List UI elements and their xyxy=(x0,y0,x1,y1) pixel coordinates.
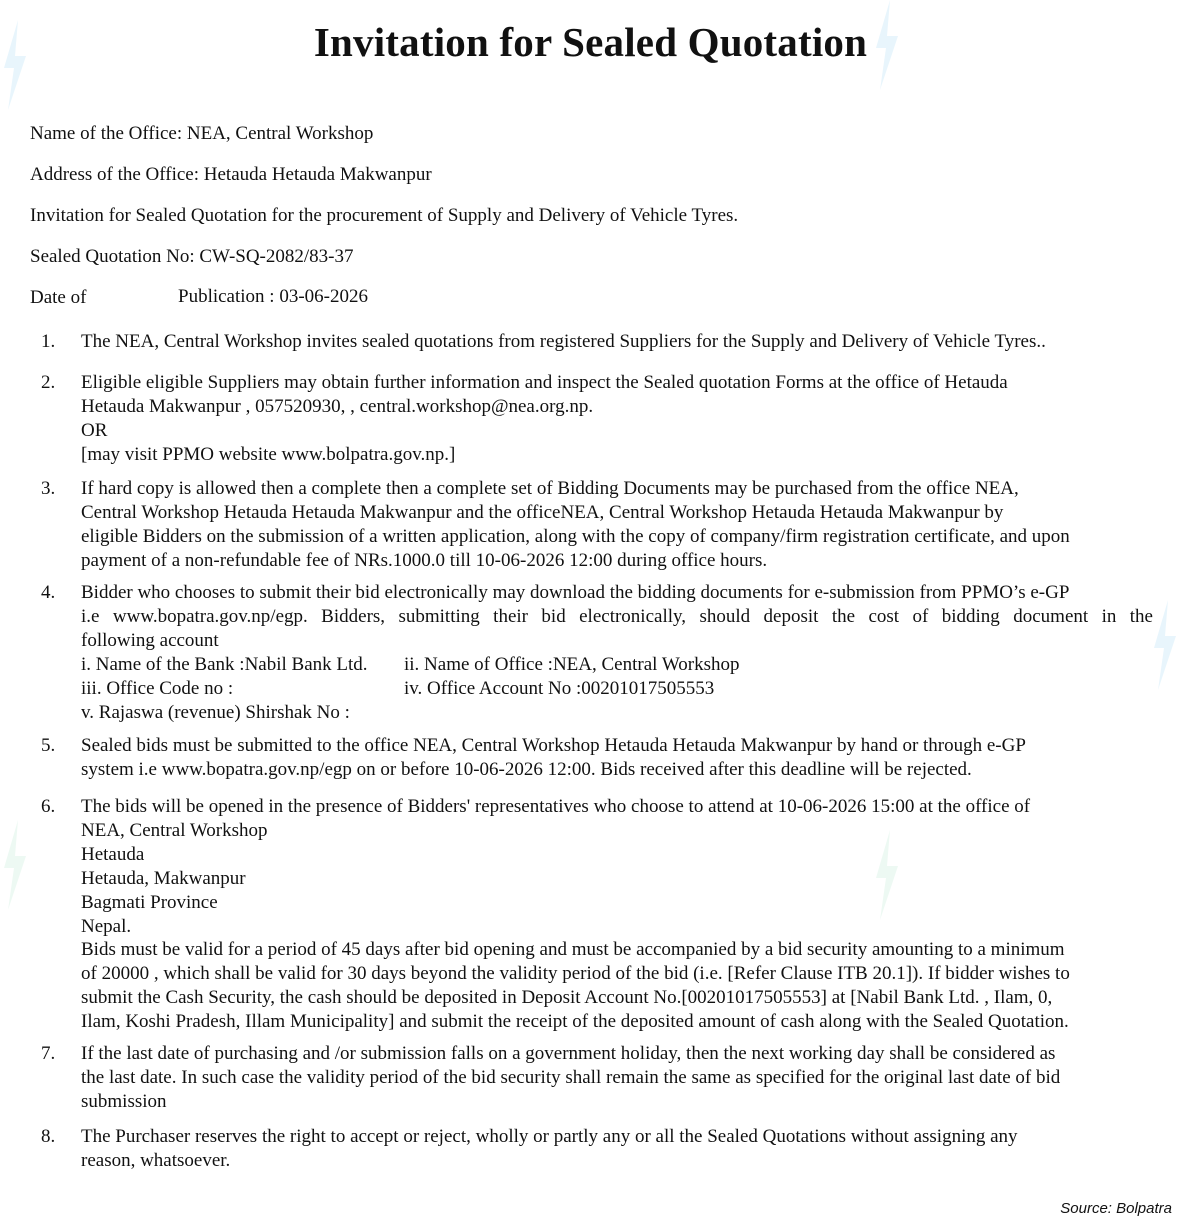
item-text: following account xyxy=(81,629,219,651)
item-number: 3. xyxy=(41,478,56,499)
item-text: If hard copy is allowed then a complete then a complete set of Bidding Documents may be purchased from the office NEA, xyxy=(81,478,1019,499)
item-text: Bidder who chooses to submit their bid electronically may download the bidding documents for e-submission from PPMO’s e-GP xyxy=(81,582,1070,603)
item-text: The bids will be opened in the presence of Bidders' representatives who choose to attend at 10-06-2026 15:00 at the office of xyxy=(81,796,1031,817)
item-number: 8. xyxy=(41,1126,56,1147)
item-text: eligible Bidders on the submission of a written application, along with the copy of company/firm registration certificate, and upon xyxy=(81,525,1070,547)
item-number: 4. xyxy=(41,582,56,603)
item-text: Sealed bids must be submitted to the office NEA, Central Workshop Hetauda Hetauda Makwanpur by hand or through e-GP xyxy=(81,735,1026,756)
bank-account-row xyxy=(81,677,1153,701)
item-text: Eligible eligible Suppliers may obtain further information and inspect the Sealed quotation Forms at the office of Hetauda xyxy=(81,372,1008,393)
bank-name: i. Name of the Bank :Nabil Bank Ltd. xyxy=(81,653,368,675)
item-text: [may visit PPMO website www.bolpatra.gov.np.] xyxy=(81,443,456,465)
item-number: 2. xyxy=(41,372,56,393)
item-text: Ilam, Koshi Pradesh, Illam Municipality] and submit the receipt of the deposited amount of cash along with the Sealed Quotation. xyxy=(81,1011,1069,1033)
item-text: Hetauda Makwanpur , 057520930, , central.workshop@nea.org.np. xyxy=(81,395,594,417)
item-text: the last date. In such case the validity period of the bid security shall remain the same as specified for the original last date of bid xyxy=(81,1066,1061,1088)
item-text: The Purchaser reserves the right to accept or reject, wholly or partly any or all the Sealed Quotations without assigning any xyxy=(81,1126,1018,1147)
item-text: If the last date of purchasing and /or submission falls on a government holiday, then the next working day shall be considered as xyxy=(81,1043,1056,1064)
item-text: Hetauda, Makwanpur xyxy=(81,867,246,889)
office-address: Address of the Office: Hetauda Hetauda Makwanpur xyxy=(30,164,432,185)
date-label: Date of xyxy=(30,287,87,308)
item-text: Bids must be valid for a period of 45 days after bid opening and must be accompanied by a bid security amounting to a minimum xyxy=(81,939,1065,961)
rajaswa-shirshak: v. Rajaswa (revenue) Shirshak No : xyxy=(81,701,350,723)
publication-date: Publication : 03-06-2026 xyxy=(178,286,368,307)
office-code: iii. Office Code no : xyxy=(81,677,234,699)
item-text: Bagmati Province xyxy=(81,891,218,913)
quotation-number: Sealed Quotation No: CW-SQ-2082/83-37 xyxy=(30,246,354,267)
item-number: 7. xyxy=(41,1043,56,1064)
item-text: NEA, Central Workshop xyxy=(81,819,268,841)
office-name: Name of the Office: NEA, Central Workshop xyxy=(30,123,374,144)
item-text: Central Workshop Hetauda Hetauda Makwanpur and the officeNEA, Central Workshop Hetauda Hetauda Makwanpur by xyxy=(81,501,1004,523)
item-text: reason, whatsoever. xyxy=(81,1149,231,1171)
item-text: submission xyxy=(81,1090,167,1112)
watermark-bolt-icon xyxy=(0,820,30,910)
item-text: Hetauda xyxy=(81,843,145,865)
item-text: submit the Cash Security, the cash should be deposited in Deposit Account No.[00201017505553] at [Nabil Bank Ltd. , Ilam, 0, xyxy=(81,987,1053,1009)
item-text: i.e www.bopatra.gov.np/egp. Bidders, submitting their bid electronically, should deposit the cost of bidding document in the xyxy=(81,605,1153,627)
office-account-number: iv. Office Account No :00201017505553 xyxy=(404,677,715,699)
invitation-line: Invitation for Sealed Quotation for the procurement of Supply and Delivery of Vehicle Tyres. xyxy=(30,205,739,226)
item-text: Nepal. xyxy=(81,915,132,937)
office-name-account: ii. Name of Office :NEA, Central Workshop xyxy=(404,653,740,675)
watermark-bolt-icon xyxy=(1150,600,1180,690)
item-text: payment of a non-refundable fee of NRs.1000.0 till 10-06-2026 12:00 during office hours. xyxy=(81,549,768,571)
item-text: system i.e www.bopatra.gov.np/egp on or before 10-06-2026 12:00. Bids received after this deadline will be rejected. xyxy=(81,758,972,780)
item-number: 5. xyxy=(41,735,56,756)
item-number: 1. xyxy=(41,331,56,352)
item-text: OR xyxy=(81,419,108,441)
source-credit: Source: Bolpatra xyxy=(1060,1200,1172,1217)
bank-account-row xyxy=(81,653,1153,677)
item-text: of 20000 , which shall be valid for 30 days beyond the validity period of the bid (i.e. [Refer Clause ITB 20.1]). If bidder wishes to xyxy=(81,963,1070,985)
item-number: 6. xyxy=(41,796,56,817)
page-title: Invitation for Sealed Quotation xyxy=(313,19,868,65)
item-text: The NEA, Central Workshop invites sealed quotations from registered Suppliers for the Supply and Delivery of Vehicle Tyres.. xyxy=(81,331,1046,352)
